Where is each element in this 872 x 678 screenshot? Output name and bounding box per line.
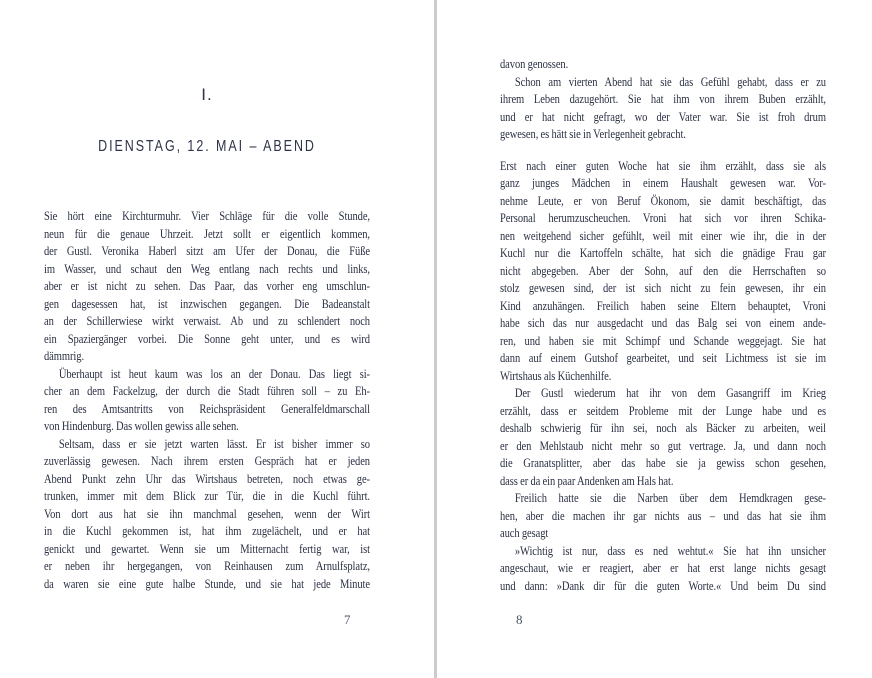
paragraph: [500, 543, 826, 596]
text-line: auch gesagt: [500, 526, 549, 540]
text-line: ganz junges Mädchen in einem Haushalt gewesen war. Vor-: [500, 176, 826, 190]
text-line: erzählt, dass er seitdem Probleme mit der Lunge habe und es: [500, 403, 826, 418]
text-line: von Hindenburg. Das wollen gewiss alle sehen.: [44, 419, 239, 433]
text-line: dämmrig.: [44, 349, 85, 363]
text-line: Schon am vierten Abend hat sie das Gefühl gehabt, dass er zu: [514, 74, 826, 89]
text-line: nen weitgehend sicher gefühlt, weil mit einer wie ihr, die in der: [500, 228, 826, 243]
text-line: habe sich das nur ausgedacht und das Balg sei von einem ande-: [500, 316, 826, 330]
chapter-title: DIENSTAG, 12. MAI – ABEND: [98, 138, 316, 155]
text-line: und dann: »Dank dir für die guten Worte.« Und beim Du sind: [500, 578, 826, 593]
text-line: Wirtshaus als Küchenhilfe.: [500, 368, 612, 383]
text-line: Seltsam, dass er sie jetzt warten lässt. Er ist bisher immer so: [58, 436, 370, 451]
text-line: der Gustl. Veronika Haberl sitzt am Ufer der Donau, die Füße: [44, 244, 370, 258]
text-line: nehme Leute, er von Beruf Ökonom, sie damit beschäftigt, das: [500, 193, 826, 208]
text-line: aber er ist nicht zu sehen. Das Paar, das vorher eng umschlun-: [44, 279, 370, 293]
text-line: deshalb schwierig für ihn sei, noch als Bäcker zu arbeiten, weil: [500, 421, 826, 435]
text-line: neun für die genaue Uhrzeit. Jetzt sollt er eigentlich kommen,: [44, 226, 370, 241]
left-page-number: 7: [344, 612, 351, 627]
text-line: gewesen, es hätt sie in Verlegenheit gebracht.: [500, 127, 686, 141]
paragraph: [44, 366, 370, 436]
text-line: Freilich hatte sie die Narben über dem Hemdkragen gese-: [514, 491, 826, 505]
text-line: Abend Punkt zehn Uhr das Wirtshaus betreten, noch etwas ge-: [44, 471, 370, 486]
right-page-number: 8: [516, 612, 523, 627]
text-line: cher an dem Fackelzug, der durch die Stadt führen soll – zu Eh-: [44, 384, 370, 398]
text-line: davon genossen.: [500, 57, 569, 71]
text-line: in die Kuchl gekommen ist, hat ihm zugelächelt, und er hat: [44, 524, 370, 538]
text-line: und er hat nicht gefragt, wo der Vater war. Sie ist froh drum: [500, 109, 826, 124]
text-line: ihrem Leben dazugehört. Sie hat ihm von ihrem Buben erzählt,: [500, 92, 826, 106]
text-line: Überhaupt ist heut kaum was los an der Donau. Das liegt si-: [58, 366, 370, 381]
paragraph: [44, 436, 370, 594]
left-page-text: [44, 208, 370, 593]
text-line: Der Gustl wiederum hat ihr von dem Gasangriff im Krieg: [514, 386, 826, 400]
text-line: hen, aber die machen ihr gar nichts aus – und das hat sie ihm: [500, 508, 826, 523]
text-line: ein Spaziergänger vorbei. Die Sonne geht unter, und es wird: [44, 331, 370, 346]
text-line: angeschaut, wie er reagiert, aber er hat erst lange nichts gesagt: [500, 561, 826, 575]
right-page-text: [500, 56, 826, 595]
text-line: genickt und gewartet. Wenn sie um Mitternacht fertig war, ist: [44, 541, 370, 556]
text-line: Kuchl nur die Kartoffeln schälte, hat sich die gnädige Frau gar: [500, 246, 826, 260]
text-line: gen dagesessen hat, ist inzwischen gegangen. Die Badeanstalt: [44, 296, 370, 311]
paragraph: [44, 208, 370, 366]
paragraph: [500, 490, 826, 543]
page-divider: [434, 0, 437, 678]
text-line: Personal herumzuscheuchen. Vroni hat sich vor ihren Schika-: [500, 211, 826, 225]
paragraph: [500, 74, 826, 144]
text-line: zuverlässig gewesen. Nach ihrem ersten Gespräch hat er jeden: [44, 454, 370, 468]
text-line: trunken, immer mit dem Blick zur Tür, die in die Kuchl führt.: [44, 489, 370, 503]
text-line: die Granatsplitter, aber das habe sie ja gewiss schon gesehen,: [500, 456, 826, 470]
text-line: ren, und haben sie mit Schimpf und Schande weggejagt. Sie hat: [500, 333, 826, 348]
text-line: da waren sie eine gute halbe Stunde, und sie hat jede Minute: [44, 576, 370, 591]
text-line: Sie hört eine Kirchturmuhr. Vier Schläge für die volle Stunde,: [44, 209, 370, 223]
text-line: er den Mehlstaub nicht mehr so gut vertrage. Ja, und dann noch: [500, 438, 826, 453]
text-line: Kind anzuhängen. Freilich haben seine Eltern behauptet, Vroni: [500, 298, 826, 313]
chapter-number: I.: [201, 85, 213, 104]
text-line: im Wasser, und schaut den Weg entlang nach rechts und links,: [44, 261, 370, 276]
text-line: dann auf einem Gutshof gearbeitet, und seit Lichtmess ist sie im: [500, 351, 826, 365]
text-line: er neben ihr hergegangen, von Reinhausen zum Arnulfsplatz,: [44, 559, 370, 573]
text-line: ren des Amtsantritts von Reichspräsident Generalfeldmarschall: [44, 401, 370, 416]
text-line: stolz gewesen sind, der ist sich nicht zu fein gewesen, ihr ein: [500, 281, 826, 295]
paragraph: [500, 385, 826, 490]
text-line: dass er da ein paar Andenken am Hals hat.: [500, 473, 674, 488]
paragraph: [500, 158, 826, 386]
text-line: Erst nach einer guten Woche hat sie ihm erzählt, dass sie als: [500, 158, 826, 173]
text-line: nicht abgegeben. Aber der Sohn, auf den die Herrschaften so: [500, 263, 826, 278]
text-line: Von dort aus hat sie ihn manchmal gesehen, wenn der Wirt: [44, 506, 370, 521]
paragraph: [500, 56, 826, 74]
text-line: »Wichtig ist nur, dass es ned wehtut.« Sie hat ihn unsicher: [514, 543, 826, 558]
text-line: an der Schillerwiese wirkt verwaist. Ab und zu schlendert noch: [44, 314, 370, 328]
